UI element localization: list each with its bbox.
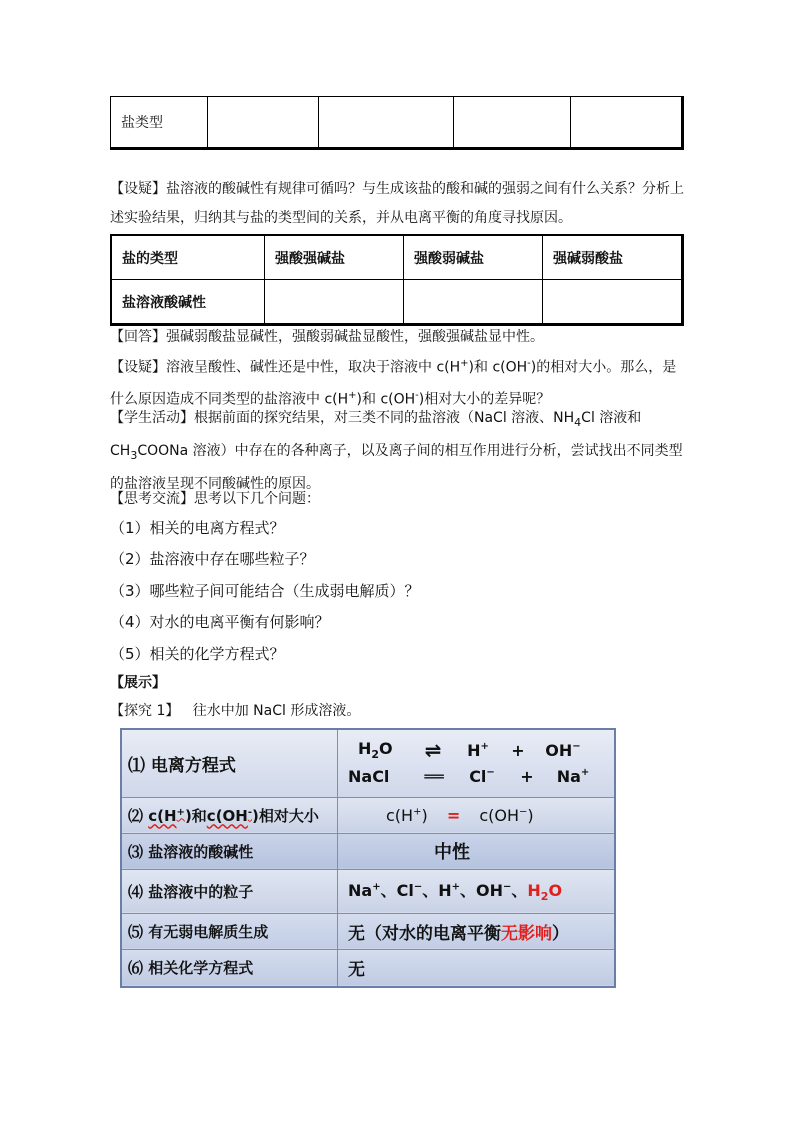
question-paragraph-2: 【设疑】溶液呈酸性、碱性还是中性，取决于溶液中 c(H+)和 c(OH-)的相对大小。那么，是什么原因造成不同类型的盐溶液中 c(H+)和 c(OH-)相对大小的差异呢？ [110,358,677,408]
weak-electrolyte-value: 无（对水的电离平衡无影响） [338,913,616,949]
nacl-equation: NaCl ══ Cl− + Na+ [348,766,590,786]
acidity-row-label: 盐溶液酸碱性 [111,280,265,325]
answer-line: 【回答】强碱弱酸盐显碱性，强酸弱碱盐显酸性，强酸强碱盐显中性。 [110,329,544,345]
question-item: （3）哪些粒子间可能结合（生成弱电解质）？ [110,582,420,600]
chemical-equation-value: 无 [338,949,616,987]
question-item: （5）相关的化学方程式？ [110,645,285,663]
cell [571,97,683,149]
activity-paragraph: 【学生活动】根据前面的探究结果，对三类不同的盐溶液（NaCl 溶液、$NH_4Cl$ 溶液和 $CH_3COONa$ 溶液）中存在的各种离子，以及离子间的相互作用进行分析，尝试找出不同类型的盐溶液呈现不同酸碱性的原因。 [110,410,683,492]
concentration-ratio-value: c(H+) = c(OH−) [338,797,616,833]
header-strong-acid-weak-base: 强酸弱碱盐 [404,235,543,280]
header-strong-base-weak-acid: 强碱弱酸盐 [543,235,683,280]
cell [404,280,543,325]
cell [543,280,683,325]
chemical-equation-label: ⑹ 相关化学方程式 [121,949,338,987]
particles-value: Na+、Cl−、H+、OH−、$H_2O$ [338,869,616,913]
salt-type-label: 盐类型 [111,97,208,149]
explore-line: 【探究 1】 往水中加 NaCl 形成溶液。 [110,703,361,719]
acidity-label: ⑶ 盐溶液的酸碱性 [121,833,338,869]
nacl-analysis-table [120,728,616,988]
salt-type-table [110,96,684,150]
discussion-line: 【思考交流】思考以下几个问题： [110,491,320,507]
header-strong-strong: 强酸强碱盐 [265,235,404,280]
header-salt-type: 盐的类型 [111,235,265,280]
water-equation: H2O ⇌ H+ + OH− [358,738,581,763]
ionization-equations [338,729,616,797]
acidity-table [110,234,684,326]
question-item: （4）对水的电离平衡有何影响？ [110,613,330,631]
show-label: 【展示】 [110,675,166,691]
particles-label: ⑷ 盐溶液中的粒子 [121,869,338,913]
question-item: （1）相关的电离方程式？ [110,519,285,537]
cell [454,97,571,149]
concentration-ratio-label: ⑵ c(H+)和c(OH-)相对大小 [121,797,338,833]
weak-electrolyte-label: ⑸ 有无弱电解质生成 [121,913,338,949]
acidity-value: 中性 [338,833,616,869]
cell [265,280,404,325]
cell [208,97,319,149]
question-paragraph-1: 【设疑】盐溶液的酸碱性有规律可循吗？与生成该盐的酸和碱的强弱之间有什么关系？分析上述实验结果，归纳其与盐的类型间的关系，并从电离平衡的角度寻找原因。 [110,181,684,226]
ionization-equation-label: ⑴ 电离方程式 [121,729,338,797]
cell [319,97,454,149]
question-item: （2）盐溶液中存在哪些粒子？ [110,550,315,568]
